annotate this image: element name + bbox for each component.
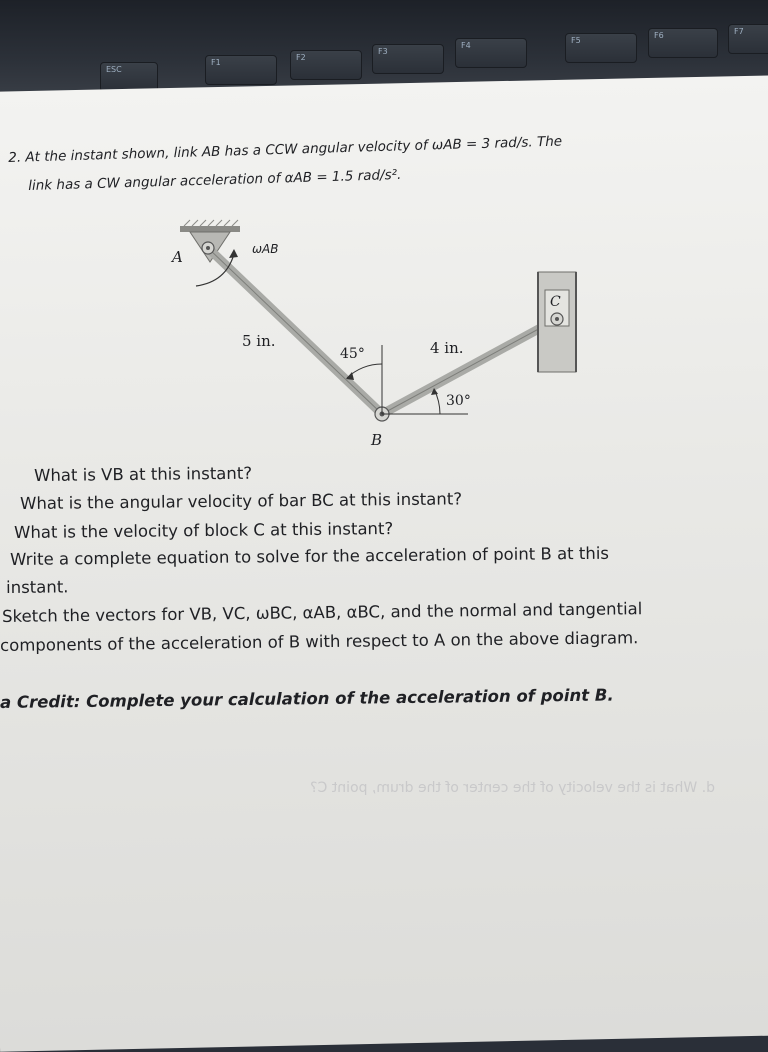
key-label: F3 xyxy=(378,47,388,56)
key-label: ESC xyxy=(106,65,122,74)
label-length-bc: 4 in. xyxy=(430,339,464,357)
question-e-line2: components of the acceleration of B with respect to A on the above diagram. xyxy=(0,628,639,655)
question-d-line1: Write a complete equation to solve for the acceleration of point B at this xyxy=(10,543,610,569)
mechanism-diagram xyxy=(0,0,768,460)
question-a: What is VB at this instant? xyxy=(34,463,253,485)
key-label: F6 xyxy=(654,31,664,40)
question-e-line1: Sketch the vectors for VB, VC, ωBC, αAB, αBC, and the normal and tangential xyxy=(2,599,643,626)
label-omega-ab: ωAB xyxy=(252,242,279,256)
problem-text-1: At the instant shown, link AB has a CCW angular velocity of ωAB = 3 rad/s. The xyxy=(25,133,563,166)
key-label: F5 xyxy=(571,36,581,45)
problem-text-2: link has a CW angular acceleration of αAB = 1.5 rad/s². xyxy=(28,166,402,194)
key-label: F1 xyxy=(211,58,221,67)
label-a: A xyxy=(172,248,183,266)
question-d-line2: instant. xyxy=(6,577,69,597)
key-label: F7 xyxy=(734,27,744,36)
problem-number: 2. xyxy=(8,149,22,166)
key-label: F2 xyxy=(296,53,306,62)
label-c: C xyxy=(550,294,561,310)
bleed-through-text: d. What is the velocity of the center of the drum, point C? xyxy=(310,780,715,796)
label-angle-45: 45° xyxy=(340,346,365,362)
label-b: B xyxy=(371,431,383,449)
key-label: F4 xyxy=(461,41,471,50)
label-length-ab: 5 in. xyxy=(242,332,276,350)
label-angle-30: 30° xyxy=(446,393,471,409)
extra-credit-text: a Credit: Complete your calculation of the acceleration of point B. xyxy=(0,685,614,712)
question-b: What is the angular velocity of bar BC at this instant? xyxy=(20,489,463,513)
question-c: What is the velocity of block C at this instant? xyxy=(14,519,394,542)
